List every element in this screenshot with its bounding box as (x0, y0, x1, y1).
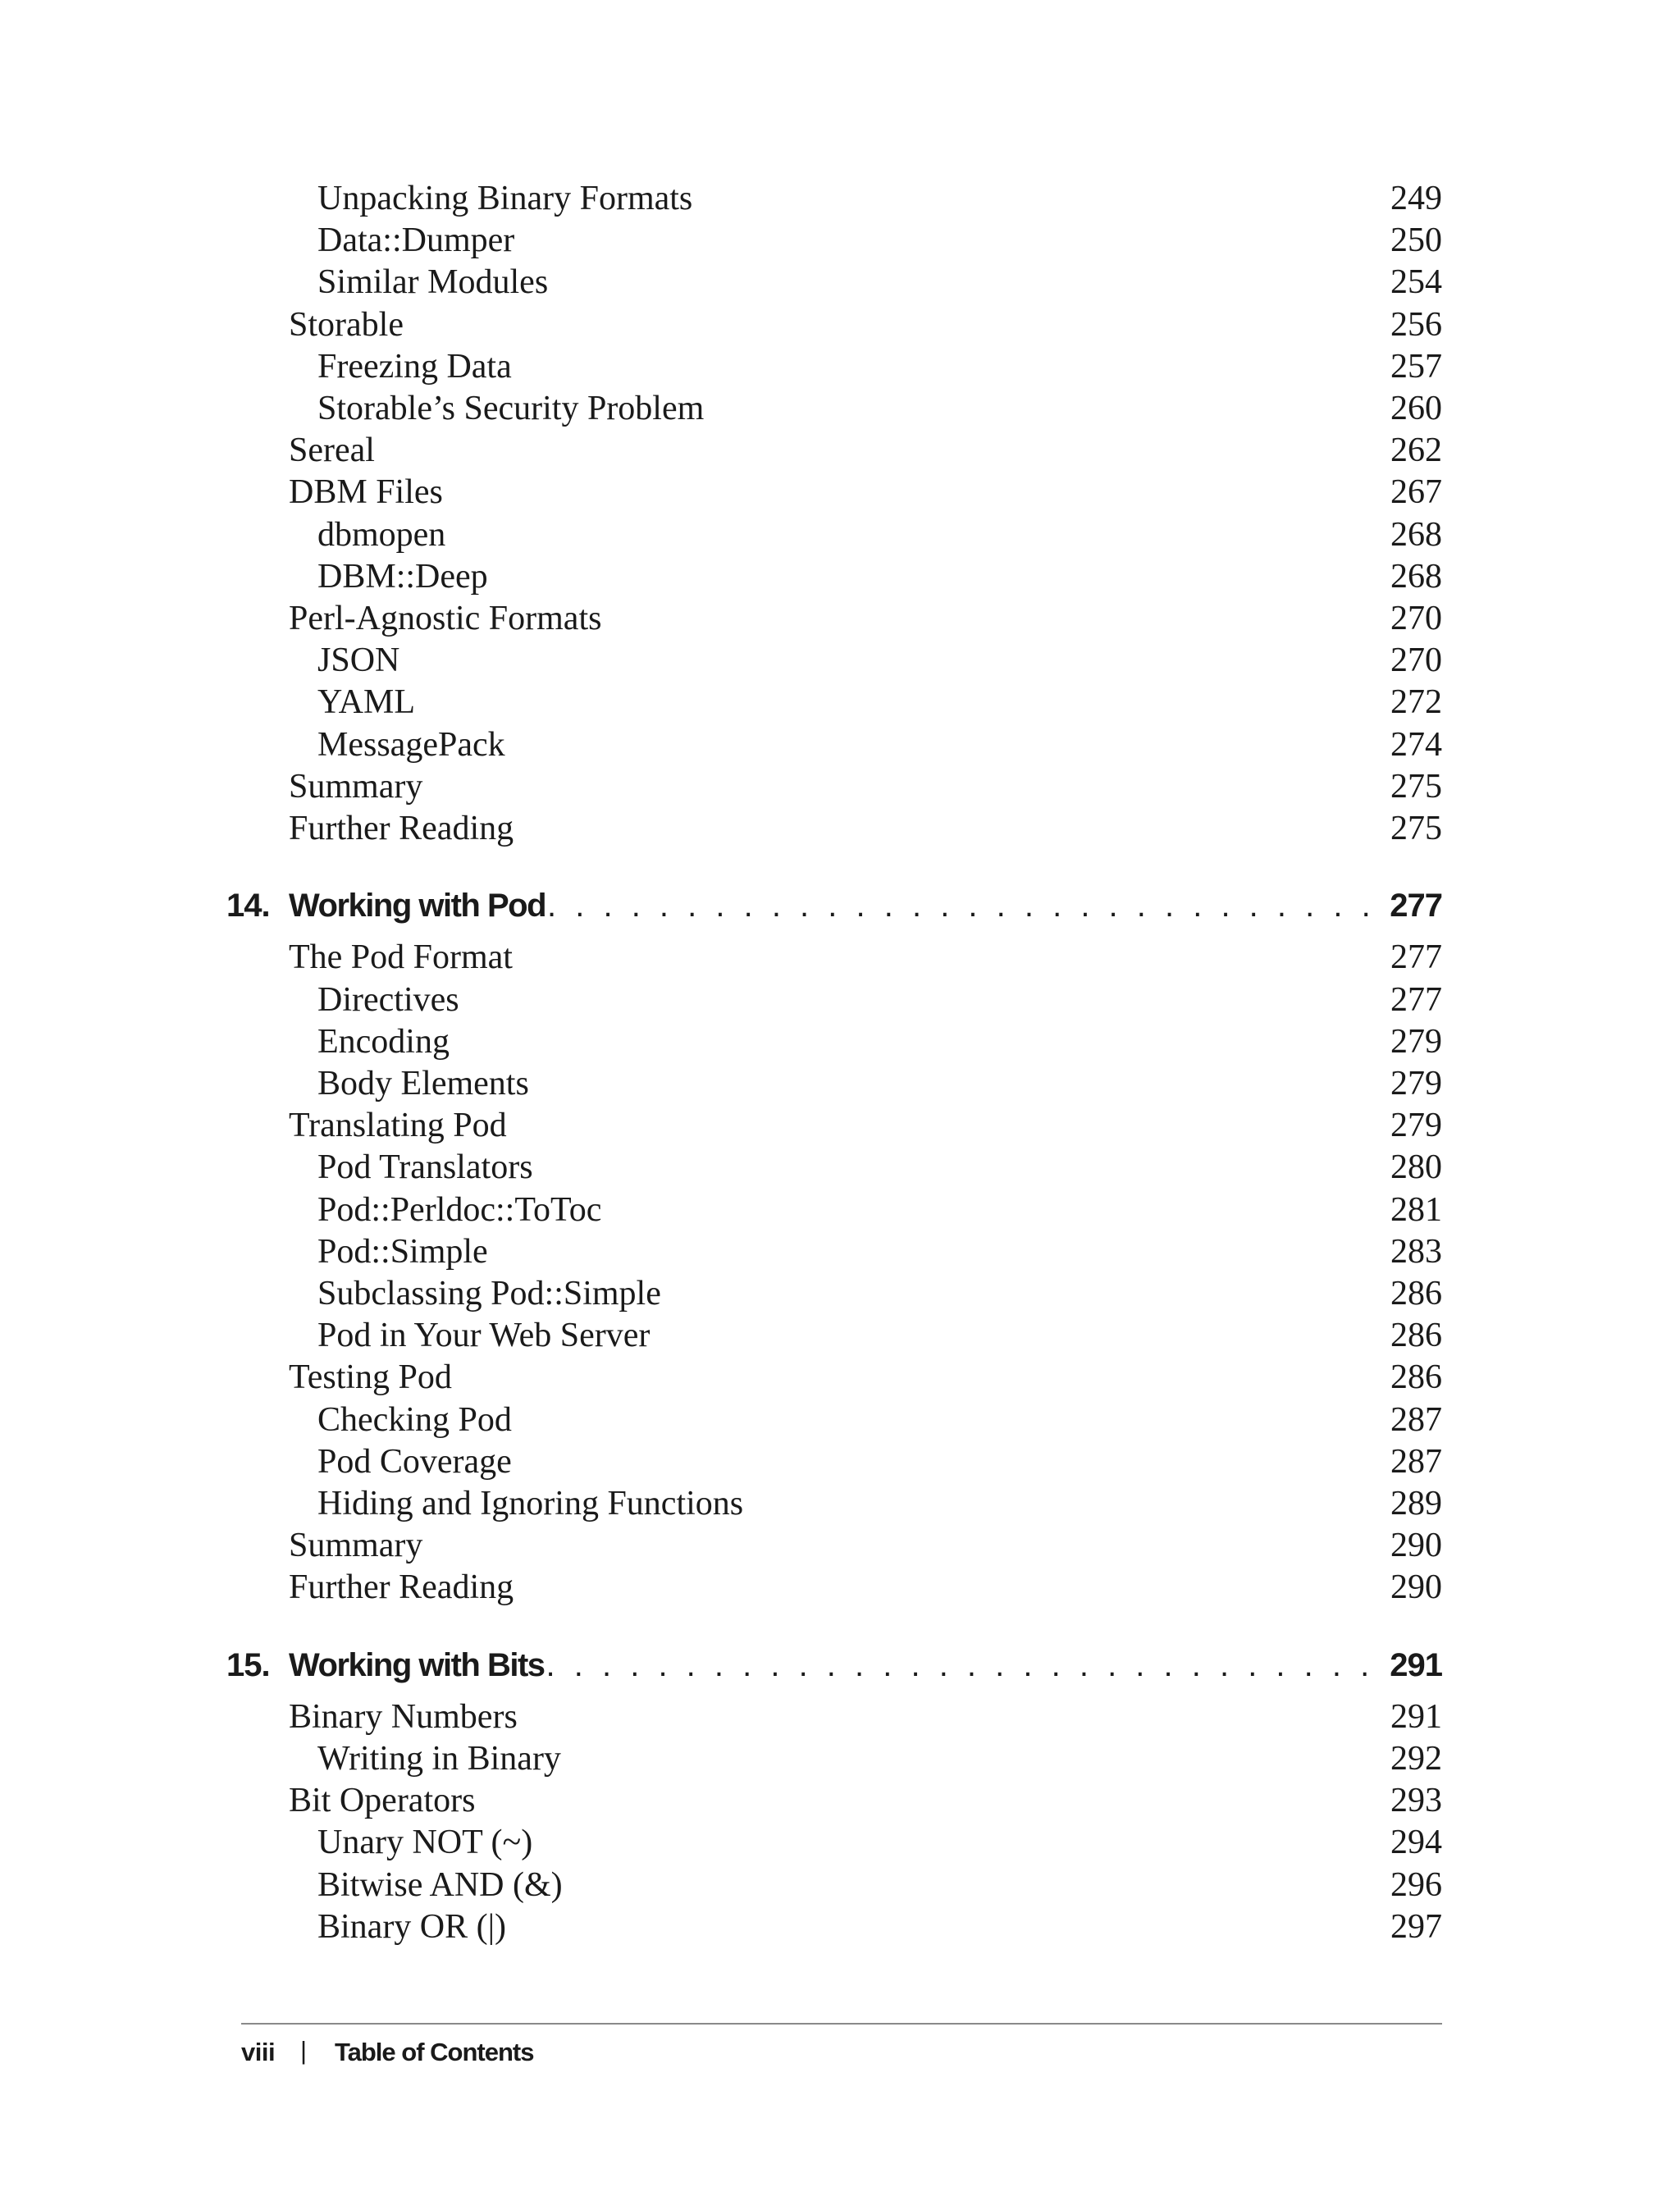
entry-page-number: 277 (1390, 938, 1442, 977)
toc-subsection-entry (0, 515, 1680, 557)
entry-page-number: 290 (1390, 1527, 1442, 1565)
toc-section-entry (0, 1106, 1680, 1148)
entry-title: YAML (317, 683, 416, 722)
entry-title: Testing Pod (289, 1358, 452, 1397)
toc-subsection-entry (0, 1232, 1680, 1274)
toc-subsection-entry (0, 682, 1680, 724)
entry-title: Translating Pod (289, 1107, 507, 1145)
entry-title: Freezing Data (317, 347, 512, 386)
toc-section-entry (0, 767, 1680, 809)
toc-subsection-entry (0, 1442, 1680, 1484)
entry-page-number: 290 (1390, 1568, 1442, 1607)
toc-subsection-entry (0, 1022, 1680, 1064)
entry-title: Pod::Perldoc::ToToc (317, 1190, 602, 1229)
toc-subsection-entry (0, 1400, 1680, 1442)
entry-page-number: 287 (1390, 1400, 1442, 1439)
toc-subsection-entry (0, 1484, 1680, 1526)
entry-page-number: 297 (1390, 1907, 1442, 1946)
entry-title: DBM::Deep (317, 557, 488, 596)
entry-title: Checking Pod (317, 1400, 512, 1439)
chapter-title-line (289, 1647, 1442, 1684)
entry-page-number: 250 (1390, 221, 1442, 260)
entry-page-number: 289 (1390, 1485, 1442, 1522)
toc-section-entry (0, 1568, 1680, 1609)
footer-separator: | (300, 2036, 308, 2065)
entry-title: MessagePack (317, 725, 505, 764)
entry-title: Summary (289, 1527, 423, 1565)
entry-page-number: 270 (1390, 600, 1442, 637)
entry-page-number: 268 (1390, 515, 1442, 554)
entry-page-number: 249 (1390, 180, 1442, 217)
entry-title: Data::Dumper (317, 221, 515, 260)
toc-subsection-entry (0, 1907, 1680, 1949)
toc-subsection-entry (0, 641, 1680, 682)
toc-section-entry (0, 431, 1680, 472)
entry-title: Directives (317, 980, 459, 1019)
entry-page-number: 254 (1390, 263, 1442, 302)
footer-rule (241, 2023, 1442, 2025)
chapter-number: 15. (226, 1646, 270, 1683)
entry-title: Further Reading (289, 1568, 514, 1607)
entry-page-number: 275 (1390, 810, 1442, 847)
entry-page-number: 296 (1390, 1865, 1442, 1904)
entry-page-number: 279 (1390, 1022, 1442, 1061)
entry-title: Pod in Your Web Server (317, 1317, 651, 1355)
entry-page-number: 281 (1390, 1190, 1442, 1229)
entry-title: Bit Operators (289, 1782, 476, 1820)
entry-title: Encoding (317, 1022, 450, 1061)
entry-title: Pod Coverage (317, 1442, 512, 1481)
toc-chapter-heading (0, 1647, 1680, 1689)
toc-subsection-entry (0, 347, 1680, 389)
entry-title: Hiding and Ignoring Functions (317, 1485, 744, 1522)
entry-title: Storable (289, 305, 404, 344)
entry-title: Binary OR (|) (317, 1907, 507, 1946)
toc-subsection-entry (0, 1064, 1680, 1106)
entry-page-number: 292 (1390, 1740, 1442, 1778)
entry-title: Unary NOT (~) (317, 1824, 533, 1862)
toc-section-entry (0, 1526, 1680, 1568)
entry-title: The Pod Format (289, 938, 513, 977)
entry-page-number: 283 (1390, 1232, 1442, 1271)
dot-leader (545, 1647, 1390, 1684)
toc-section-entry (0, 1697, 1680, 1739)
entry-title: Writing in Binary (317, 1740, 561, 1778)
toc-subsection-entry (0, 1148, 1680, 1189)
entry-title: Pod::Simple (317, 1232, 488, 1271)
toc-section-entry (0, 1781, 1680, 1823)
entry-page-number: 294 (1390, 1824, 1442, 1862)
entry-page-number: 275 (1390, 767, 1442, 806)
entry-page-number: 291 (1390, 1697, 1442, 1736)
entry-title: Perl-Agnostic Formats (289, 600, 602, 637)
toc-subsection-entry (0, 1316, 1680, 1358)
chapter-title: Working with Bits (289, 1646, 545, 1683)
entry-page-number: 287 (1390, 1442, 1442, 1481)
chapter-title-line (289, 888, 1442, 924)
entry-title: Sereal (289, 431, 375, 470)
chapter-title: Working with Pod (289, 888, 546, 924)
toc-subsection-entry (0, 179, 1680, 221)
entry-title: Subclassing Pod::Simple (317, 1275, 661, 1312)
entry-title: Storable’s Security Problem (317, 390, 705, 427)
entry-page-number: 274 (1390, 725, 1442, 764)
entry-title: Pod Translators (317, 1148, 533, 1187)
entry-title: Bitwise AND (&) (317, 1865, 563, 1904)
toc-section-entry (0, 809, 1680, 851)
entry-page-number: 280 (1390, 1148, 1442, 1187)
entry-title: Unpacking Binary Formats (317, 180, 693, 217)
entry-page-number: 257 (1390, 347, 1442, 386)
entry-page-number: 262 (1390, 431, 1442, 470)
entry-page-number: 286 (1390, 1358, 1442, 1397)
toc-section-entry (0, 1358, 1680, 1399)
toc-subsection-entry (0, 1739, 1680, 1781)
entry-title: Summary (289, 767, 423, 806)
entry-page-number: 286 (1390, 1317, 1442, 1355)
entry-title: DBM Files (289, 473, 443, 512)
entry-title: JSON (317, 641, 400, 680)
running-title: Table of Contents (335, 2038, 534, 2066)
chapter-number: 14. (226, 888, 270, 924)
toc-subsection-entry (0, 1823, 1680, 1865)
toc-section-entry (0, 599, 1680, 641)
entry-page-number: 277 (1390, 980, 1442, 1019)
entry-page-number: 270 (1390, 641, 1442, 680)
toc-subsection-entry (0, 725, 1680, 767)
toc-subsection-entry (0, 980, 1680, 1022)
entry-title: Binary Numbers (289, 1697, 518, 1736)
entry-page-number: 272 (1390, 683, 1442, 722)
entry-page-number: 267 (1390, 473, 1442, 512)
entry-title: dbmopen (317, 515, 446, 554)
toc-subsection-entry (0, 1274, 1680, 1316)
entry-page-number: 256 (1390, 305, 1442, 344)
entry-page-number: 279 (1390, 1065, 1442, 1102)
toc-section-entry (0, 305, 1680, 347)
entry-page-number: 279 (1390, 1107, 1442, 1145)
toc-subsection-entry (0, 1865, 1680, 1907)
chapter-page-number: 291 (1390, 1646, 1442, 1683)
entry-page-number: 268 (1390, 557, 1442, 596)
toc-subsection-entry (0, 557, 1680, 599)
toc-subsection-entry (0, 389, 1680, 431)
entry-page-number: 293 (1390, 1782, 1442, 1820)
toc-section-entry (0, 472, 1680, 514)
toc-section-entry (0, 938, 1680, 979)
chapter-page-number: 277 (1390, 888, 1442, 924)
toc-chapter-heading (0, 888, 1680, 929)
toc-subsection-entry (0, 1190, 1680, 1232)
entry-title: Further Reading (289, 810, 514, 847)
page-folio: viii (241, 2038, 276, 2066)
entry-page-number: 286 (1390, 1275, 1442, 1312)
entry-page-number: 260 (1390, 390, 1442, 427)
toc-subsection-entry (0, 221, 1680, 262)
entry-title: Body Elements (317, 1065, 529, 1102)
dot-leader (546, 888, 1390, 924)
toc-subsection-entry (0, 262, 1680, 304)
entry-title: Similar Modules (317, 263, 549, 302)
